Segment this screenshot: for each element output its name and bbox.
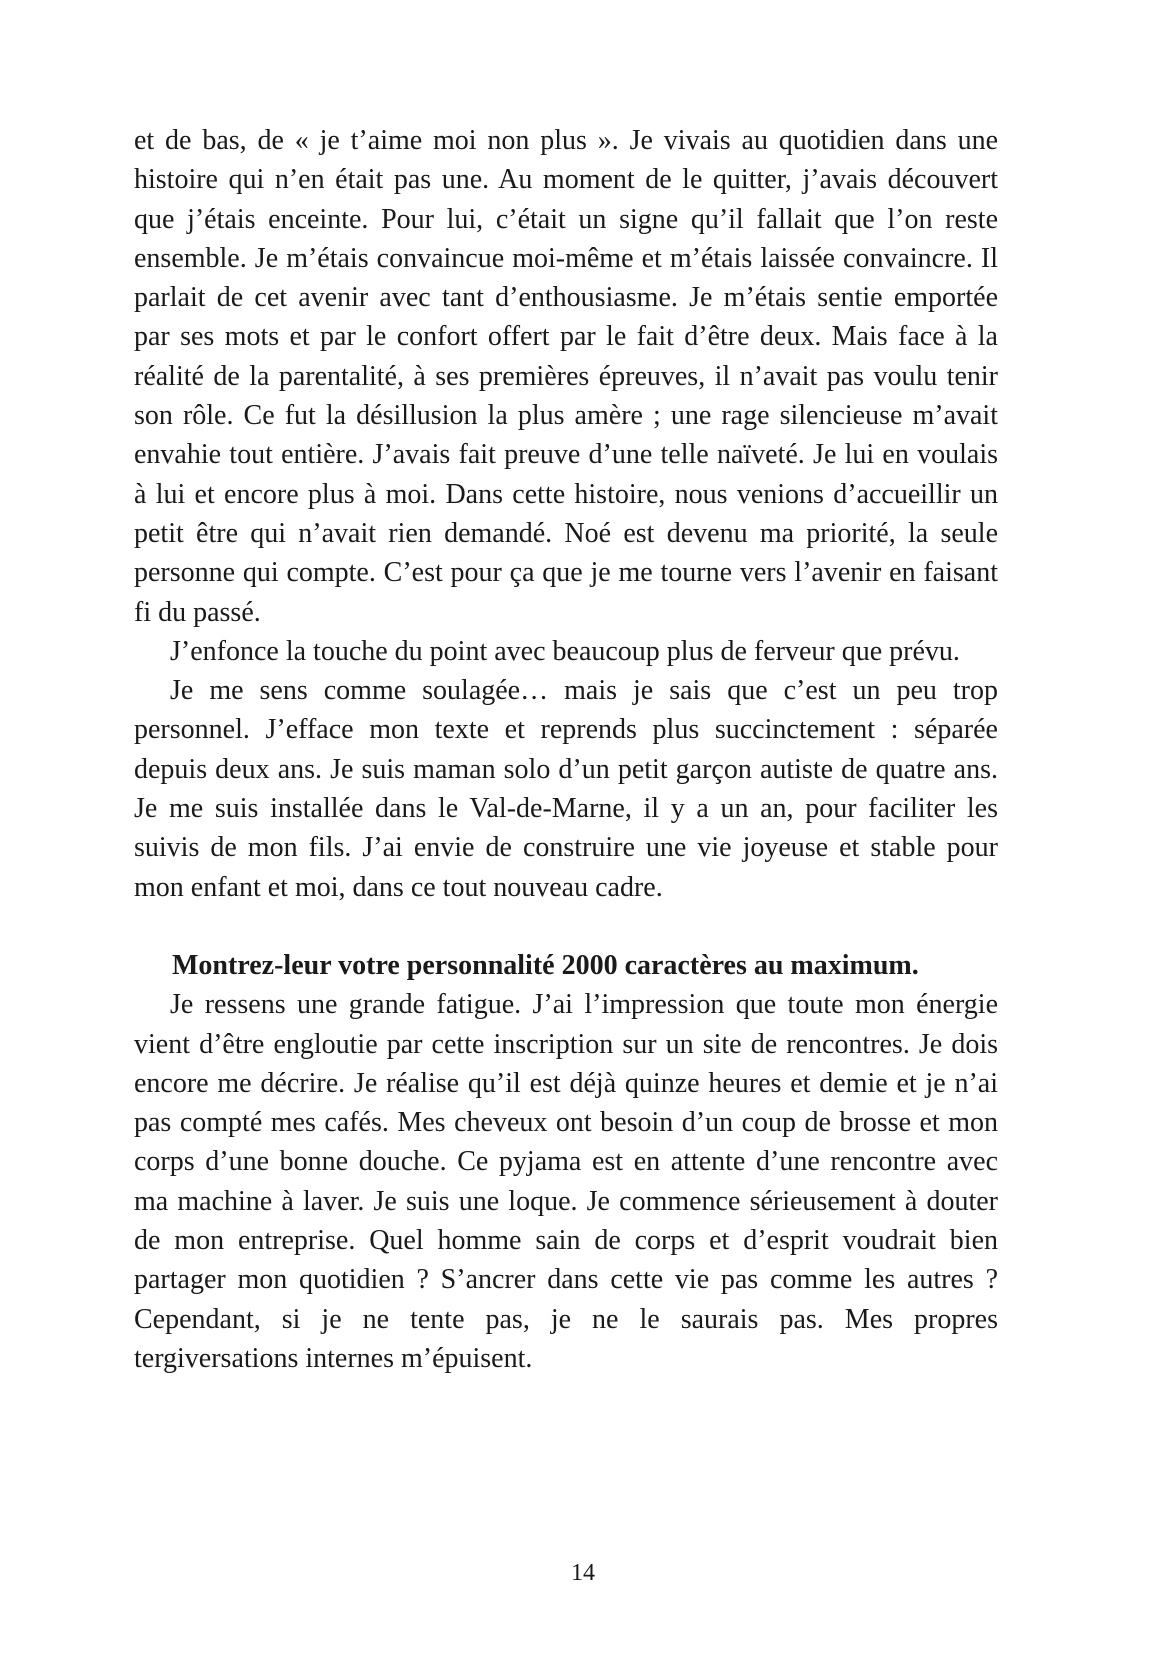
paragraph-4: Je ressens une grande fatigue. J’ai l’impression que toute mon énergie vient d’être engloutie par cette inscription sur un site de rencontres. Je dois encore me décrire. Je réalise qu’il est déjà quinze heures et demie et je n’ai pas compté mes cafés. Mes cheveux ont besoin d’un coup de brosse et mon corps d’une bonne douche. Ce pyjama est en attente d’une rencontre avec ma machine à laver. Je suis une loque. Je commence sérieusement à douter de mon entreprise. Quel homme sain de corps et d’esprit voudrait bien partager mon quotidien ? S’ancrer dans cette vie pas comme les autres ? Cependant, si je ne tente pas, je ne le saurais pas. Mes propres tergiversations internes m’épuisent.: [134, 989, 998, 1374]
section-heading: Montrez-leur votre personnalité 2000 caractères au maximum.: [172, 949, 919, 981]
paragraph-1: et de bas, de « je t’aime moi non plus ». Je vivais au quotidien dans une histoire qui n’en était pas une. Au moment de le quitter, j’avais découvert que j’étais enceinte. Pour lui, c’était un signe qu’il fallait que l’on reste ensemble. Je m’étais convaincue moi-même et m’étais laissée convaincre. Il parlait de cet avenir avec tant d’enthousiasme. Je m’étais sentie emportée par ses mots et par le confort offert par le fait d’être deux. Mais face à la réalité de la parentalité, à ses premières épreuves, il n’avait pas voulu tenir son rôle. Ce fut la désillusion la plus amère ; une rage silencieuse m’avait envahie tout entière. J’avais fait preuve d’une telle naïveté. Je lui en voulais à lui et encore plus à moi. Dans cette histoire, nous venions d’accueillir un petit être qui n’avait rien demandé. Noé est devenu ma priorité, la seule personne qui compte. C’est pour ça que je me tourne vers l’avenir en faisant fi du passé.: [134, 125, 998, 628]
paragraph-2: J’enfonce la touche du point avec beaucoup plus de ferveur que prévu.: [170, 635, 960, 667]
page-body: [134, 121, 998, 1378]
page-number: 14: [571, 1560, 595, 1586]
paragraph-3: Je me sens comme soulagée… mais je sais que c’est un peu trop personnel. J’efface mon texte et reprends plus succinctement : séparée depuis deux ans. Je suis maman solo d’un petit garçon autiste de quatre ans. Je me suis installée dans le Val-de-Marne, il y a un an, pour faciliter les suivis de mon fils. J’ai envie de construire une vie joyeuse et stable pour mon enfant et moi, dans ce tout nouveau cadre.: [134, 675, 998, 903]
